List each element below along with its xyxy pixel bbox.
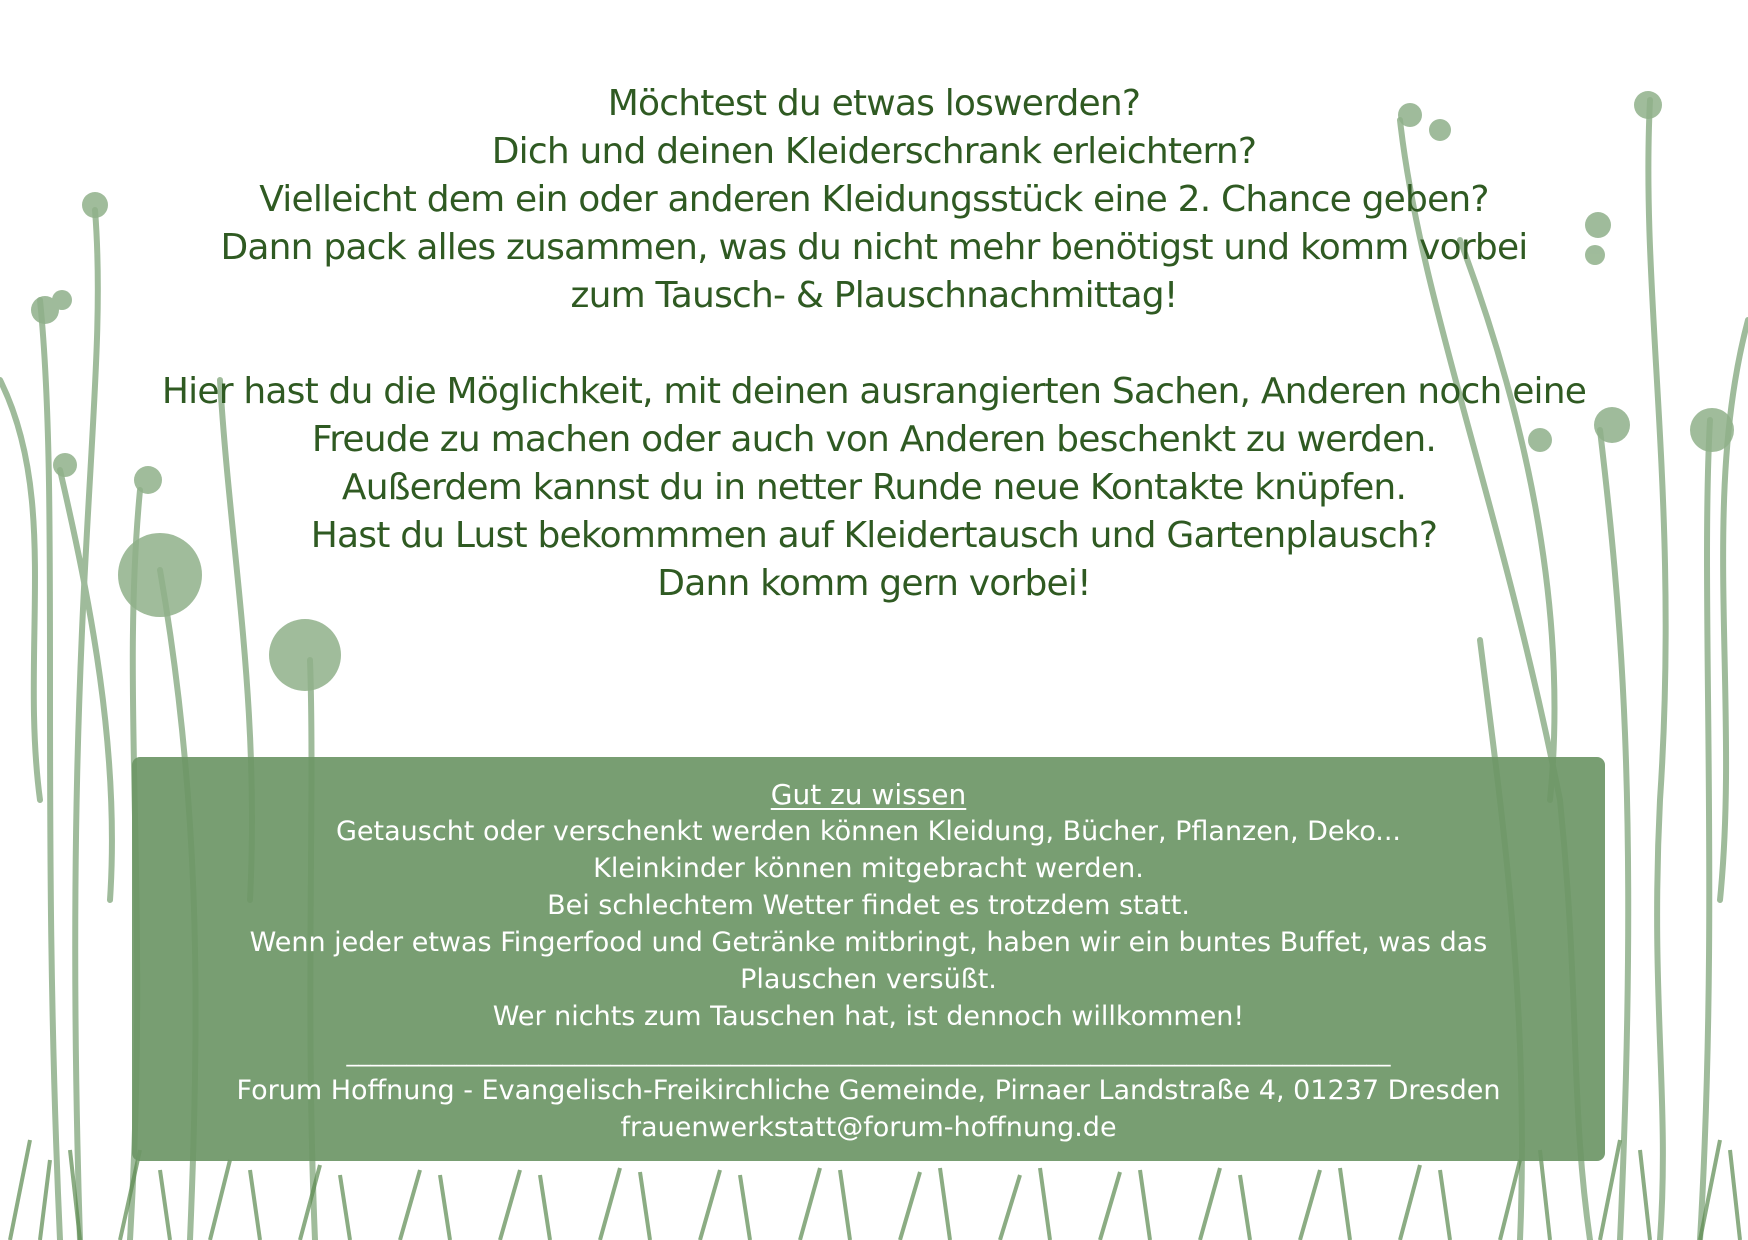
paragraph-gap [0, 320, 1748, 368]
intro-line: Vielleicht dem ein oder anderen Kleidungsstück eine 2. Chance geben? [259, 179, 1489, 220]
info-line: Getauscht oder verschenkt werden können Kleidung, Bücher, Pflanzen, Deko... [336, 816, 1401, 847]
info-heading: Gut zu wissen [770, 778, 967, 811]
intro-line: Hier hast du die Möglichkeit, mit deinen ausrangierten Sachen, Anderen noch eine [161, 371, 1587, 412]
address-text: Forum Hoffnung - Evangelisch-Freikirchliche Gemeinde, Pirnaer Landstraße 4, 01237 Dresden [236, 1075, 1501, 1106]
intro-line: Freude zu machen oder auch von Anderen beschenkt zu werden. [311, 419, 1437, 460]
separator-line: _______________________________________________________________________________________ [346, 1039, 1391, 1067]
intro-line: Dann komm gern vorbei! [657, 563, 1091, 604]
intro-line: Möchtest du etwas loswerden? [607, 83, 1141, 124]
info-line: Bei schlechtem Wetter findet es trotzdem statt. [547, 890, 1190, 921]
info-body [132, 813, 1605, 1035]
intro-line: Außerdem kannst du in netter Runde neue Kontakte knüpfen. [341, 467, 1407, 508]
intro-text [0, 80, 1748, 608]
info-box [132, 757, 1605, 1161]
info-line: Wer nichts zum Tauschen hat, ist dennoch willkommen! [492, 1001, 1245, 1032]
info-line: Kleinkinder können mitgebracht werden. [593, 853, 1144, 884]
intro-line: Dann pack alles zusammen, was du nicht mehr benötigst und komm vorbei [220, 227, 1528, 268]
info-line: Plauschen versüßt. [740, 964, 997, 995]
intro-line: Hast du Lust bekommmen auf Kleidertausch und Gartenplausch? [310, 515, 1438, 556]
intro-line: Dich und deinen Kleiderschrank erleichtern? [491, 131, 1257, 172]
email-link[interactable]: frauenwerkstatt@forum-hoffnung.de [620, 1112, 1117, 1143]
info-line: Wenn jeder etwas Fingerfood und Getränke mitbringt, haben wir ein buntes Buffet, was das [249, 927, 1488, 958]
intro-line: zum Tausch- & Plauschnachmittag! [570, 275, 1178, 316]
contact-footer [132, 1072, 1605, 1146]
